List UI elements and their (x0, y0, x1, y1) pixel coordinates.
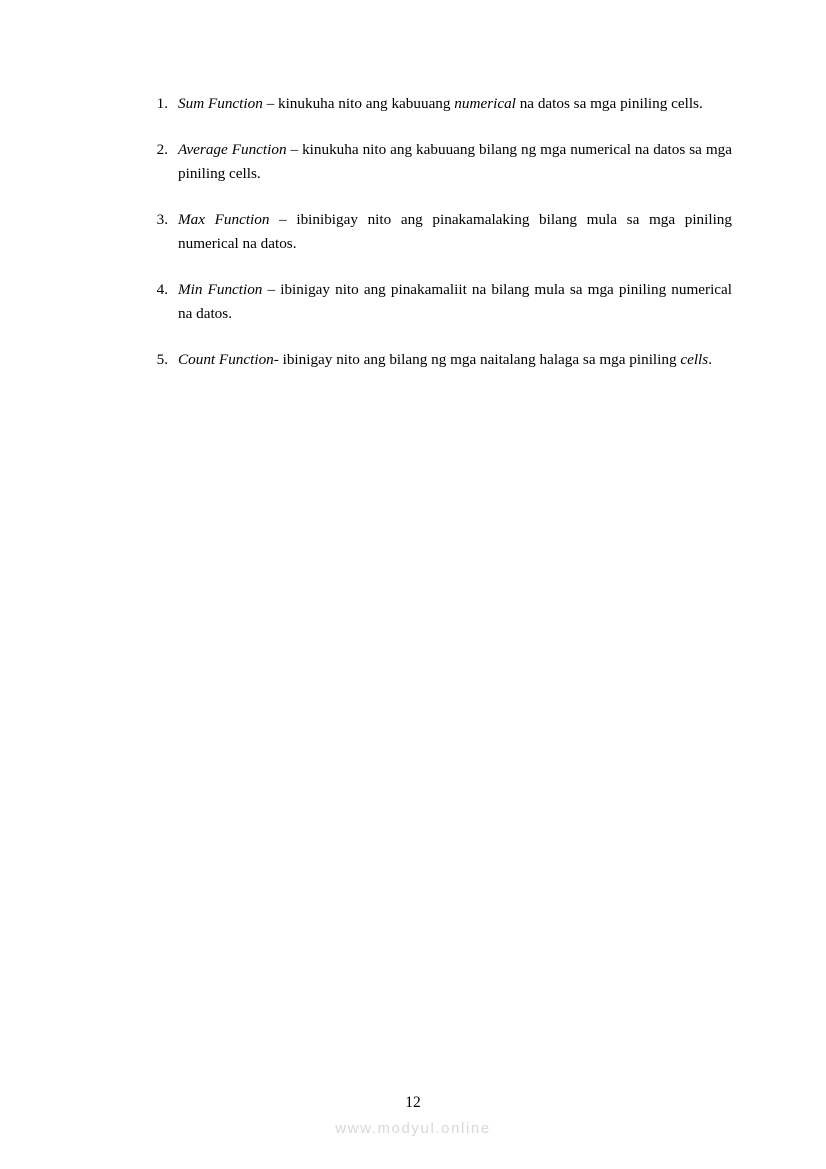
list-item-body (178, 351, 712, 368)
list-item-text-before: - ibinigay nito ang bilang ng mga naitalang halaga sa mga piniling (273, 351, 681, 369)
list-item (142, 138, 732, 186)
list-item-marker: 4. (156, 281, 168, 299)
list-item-marker: 3. (156, 211, 168, 229)
list-item (142, 92, 732, 116)
list-item-term: Count Function (178, 351, 274, 369)
list-item-text-after: na datos sa mga piniling cells. (515, 95, 703, 112)
list-item-body (178, 281, 732, 322)
page-number: 12 (405, 1094, 421, 1111)
list-item-body (178, 141, 732, 182)
list-item (142, 278, 732, 326)
list-item (142, 208, 732, 256)
list-item-emphasis: cells (680, 351, 709, 369)
list-item-marker: 2. (156, 141, 168, 159)
list-item-emphasis: numerical (454, 95, 516, 112)
function-list (142, 92, 732, 372)
list-item-text-before: – kinukuha nito ang kabuuang bilang ng mga numerical na datos sa mga piniling cells. (178, 141, 732, 183)
numbered-list-section (142, 92, 732, 372)
list-item-marker: 5. (156, 351, 168, 369)
watermark: www.modyul.online (335, 1120, 491, 1137)
list-item-marker: 1. (156, 95, 168, 112)
list-item-text-after: . (708, 351, 712, 369)
list-item-body (178, 95, 703, 112)
list-item-body (178, 211, 732, 252)
list-item (142, 348, 732, 372)
list-item-term: Average Function (178, 141, 287, 159)
list-item-term: Sum Function (178, 95, 263, 112)
list-item-term: Max Function (178, 211, 270, 229)
list-item-term: Min Function (178, 281, 263, 299)
list-item-text-before: – ibinigay nito ang pinakamaliit na bilang mula sa mga piniling numerical na datos. (178, 281, 732, 323)
list-item-text-before: – kinukuha nito ang kabuuang (262, 95, 455, 112)
list-item-text-before: – ibinibigay nito ang pinakamalaking bilang mula sa mga piniling numerical na datos. (178, 211, 732, 253)
